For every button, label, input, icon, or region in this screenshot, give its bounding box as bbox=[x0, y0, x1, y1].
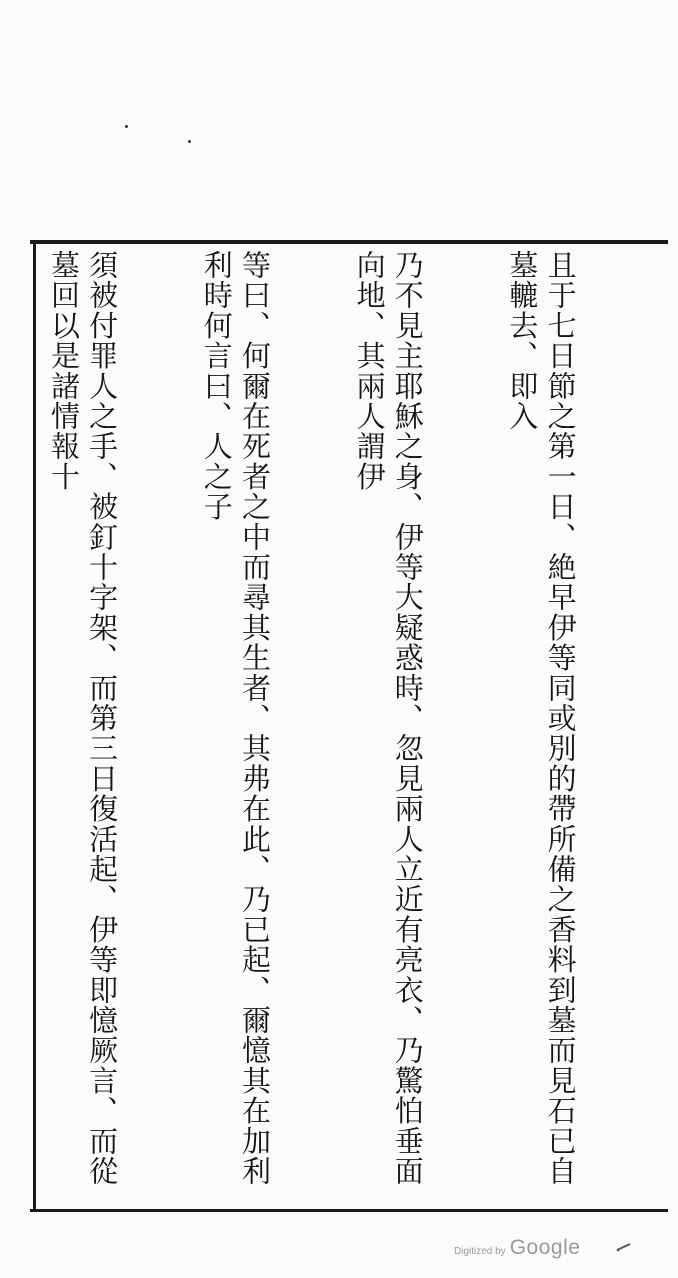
text-column-1: 且于七日節之第一日、絶早伊等同或別的帶所備之香料到墓而見石已自墓轆去、即入 bbox=[505, 250, 578, 1187]
text-column-2: 乃不見主耶穌之身、伊等大疑惑時、忽見兩人立近有亮衣、乃驚怕垂面向地、其兩人謂伊 bbox=[352, 250, 425, 1187]
scripture-text-block bbox=[44, 250, 656, 1202]
page-border-bottom bbox=[30, 1209, 668, 1212]
text-column-4: 須被付罪人之手、被釘十字架、而第三日復活起、伊等即憶厥言、而從墓回以是諸情報十 bbox=[46, 250, 120, 1187]
scan-speck bbox=[188, 140, 191, 143]
page-border-left bbox=[33, 240, 36, 1212]
page-border-top bbox=[30, 240, 668, 244]
google-wordmark: Google bbox=[509, 1236, 581, 1259]
scan-speck bbox=[125, 125, 128, 128]
text-column-3: 等曰、何爾在死者之中而尋其生者、其弗在此、乃已起、爾憶其在加利利時何言曰、人之子 bbox=[199, 250, 272, 1187]
vertical-text-columns bbox=[44, 250, 656, 1202]
digitized-by-footer bbox=[454, 1236, 580, 1260]
pen-mark-icon bbox=[616, 1242, 632, 1252]
digitized-by-label: Digitized by bbox=[454, 1246, 506, 1257]
